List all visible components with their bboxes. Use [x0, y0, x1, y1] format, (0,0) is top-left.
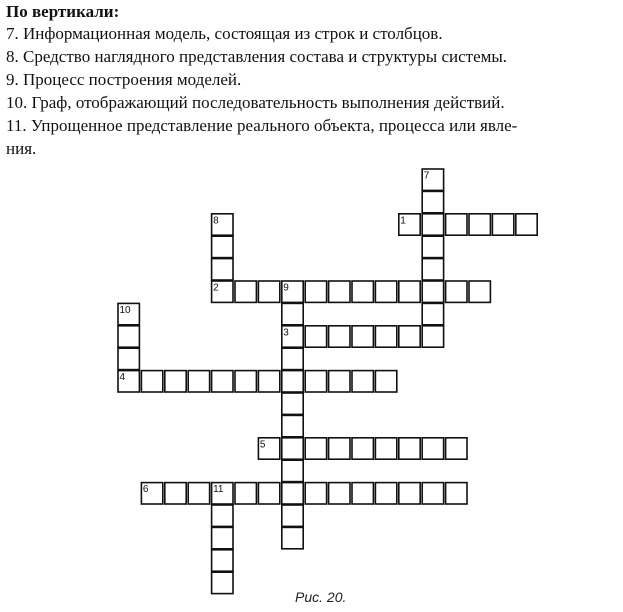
crossword-cell	[422, 214, 443, 235]
clue-number-1: 1	[400, 215, 406, 227]
clue-number-7: 7	[423, 170, 430, 182]
crossword-cell	[446, 483, 467, 504]
crossword-cell	[446, 281, 467, 302]
crossword-cell	[282, 371, 303, 392]
clue-10: 10. Граф, отображающий последовательность выполнения действий.	[6, 93, 505, 112]
section-heading: По вертикали:	[6, 2, 120, 21]
crossword-cell	[352, 371, 373, 392]
crossword-cell	[305, 371, 326, 392]
crossword-cell	[352, 483, 373, 504]
crossword-cell	[399, 438, 420, 459]
crossword-cell	[399, 281, 420, 302]
crossword-cell	[305, 281, 326, 302]
crossword-cell	[282, 415, 303, 436]
crossword-cell	[305, 483, 326, 504]
crossword-cell	[422, 236, 443, 257]
crossword-cell	[375, 371, 396, 392]
crossword-cell	[258, 371, 279, 392]
crossword-cell	[305, 326, 326, 347]
crossword-cell	[329, 281, 350, 302]
crossword-cell	[305, 438, 326, 459]
crossword-cell	[375, 438, 396, 459]
crossword-cell	[352, 281, 373, 302]
clue-number-6: 6	[142, 484, 149, 496]
crossword-cell	[329, 371, 350, 392]
crossword-cell	[282, 483, 303, 504]
crossword-cell	[329, 483, 350, 504]
crossword-cell	[492, 214, 513, 235]
crossword-cell	[375, 326, 396, 347]
crossword-cell	[329, 438, 350, 459]
crossword-cell	[258, 281, 279, 302]
crossword-cell	[165, 371, 186, 392]
crossword-cell	[282, 527, 303, 548]
clue-number-3: 3	[283, 327, 289, 339]
crossword-cell	[352, 326, 373, 347]
crossword-cell	[235, 281, 256, 302]
clue-9: 9. Процесс построения моделей.	[6, 70, 242, 89]
crossword-cell	[375, 483, 396, 504]
crossword-cell	[118, 326, 139, 347]
crossword-cell	[188, 371, 209, 392]
crossword-cell	[422, 259, 443, 280]
crossword-cell	[235, 371, 256, 392]
crossword-cell	[212, 572, 233, 593]
clue-number-9: 9	[283, 282, 289, 294]
crossword-cell	[375, 281, 396, 302]
clue-number-5: 5	[259, 439, 266, 451]
clue-number-8: 8	[213, 215, 219, 227]
crossword-cell	[141, 371, 162, 392]
clue-number-2: 2	[213, 282, 219, 294]
crossword-cell	[212, 550, 233, 571]
crossword-cell	[516, 214, 537, 235]
clue-number-11: 11	[213, 484, 224, 496]
crossword-cell	[422, 438, 443, 459]
clue-11: 11. Упрощенное представление реального объекта, процесса или явле-	[6, 116, 518, 135]
clue-8: 8. Средство наглядного представления состава и структуры системы.	[6, 47, 508, 66]
crossword-cell	[212, 527, 233, 548]
crossword-cell	[282, 348, 303, 369]
crossword-cell	[235, 483, 256, 504]
crossword-cell	[469, 214, 490, 235]
crossword-cell	[212, 505, 233, 526]
crossword-cell	[422, 326, 443, 347]
crossword-cell	[446, 214, 467, 235]
crossword-cell	[282, 393, 303, 414]
crossword-cell	[165, 483, 186, 504]
crossword-cell	[422, 191, 443, 212]
clue-11-continued: ния.	[6, 139, 37, 158]
figure-caption: Рис. 20.	[295, 589, 347, 605]
crossword-cell	[282, 460, 303, 481]
clue-number-10: 10	[119, 304, 131, 316]
crossword-cell	[188, 483, 209, 504]
crossword-cell	[282, 505, 303, 526]
crossword-cell	[422, 303, 443, 324]
crossword-cell	[212, 236, 233, 257]
crossword-cell	[399, 326, 420, 347]
clue-number-4: 4	[119, 372, 126, 384]
crossword-cell	[282, 303, 303, 324]
crossword-cell	[446, 438, 467, 459]
crossword-cell	[422, 281, 443, 302]
crossword-cell	[329, 326, 350, 347]
crossword-cell	[422, 483, 443, 504]
crossword-cell	[118, 348, 139, 369]
crossword-cell	[212, 259, 233, 280]
crossword-cell	[258, 483, 279, 504]
crossword-cell	[212, 371, 233, 392]
crossword-cell	[282, 438, 303, 459]
crossword-cell	[469, 281, 490, 302]
crossword-cell	[399, 483, 420, 504]
clue-7: 7. Информационная модель, состоящая из строк и столбцов.	[6, 24, 443, 43]
crossword-cell	[352, 438, 373, 459]
